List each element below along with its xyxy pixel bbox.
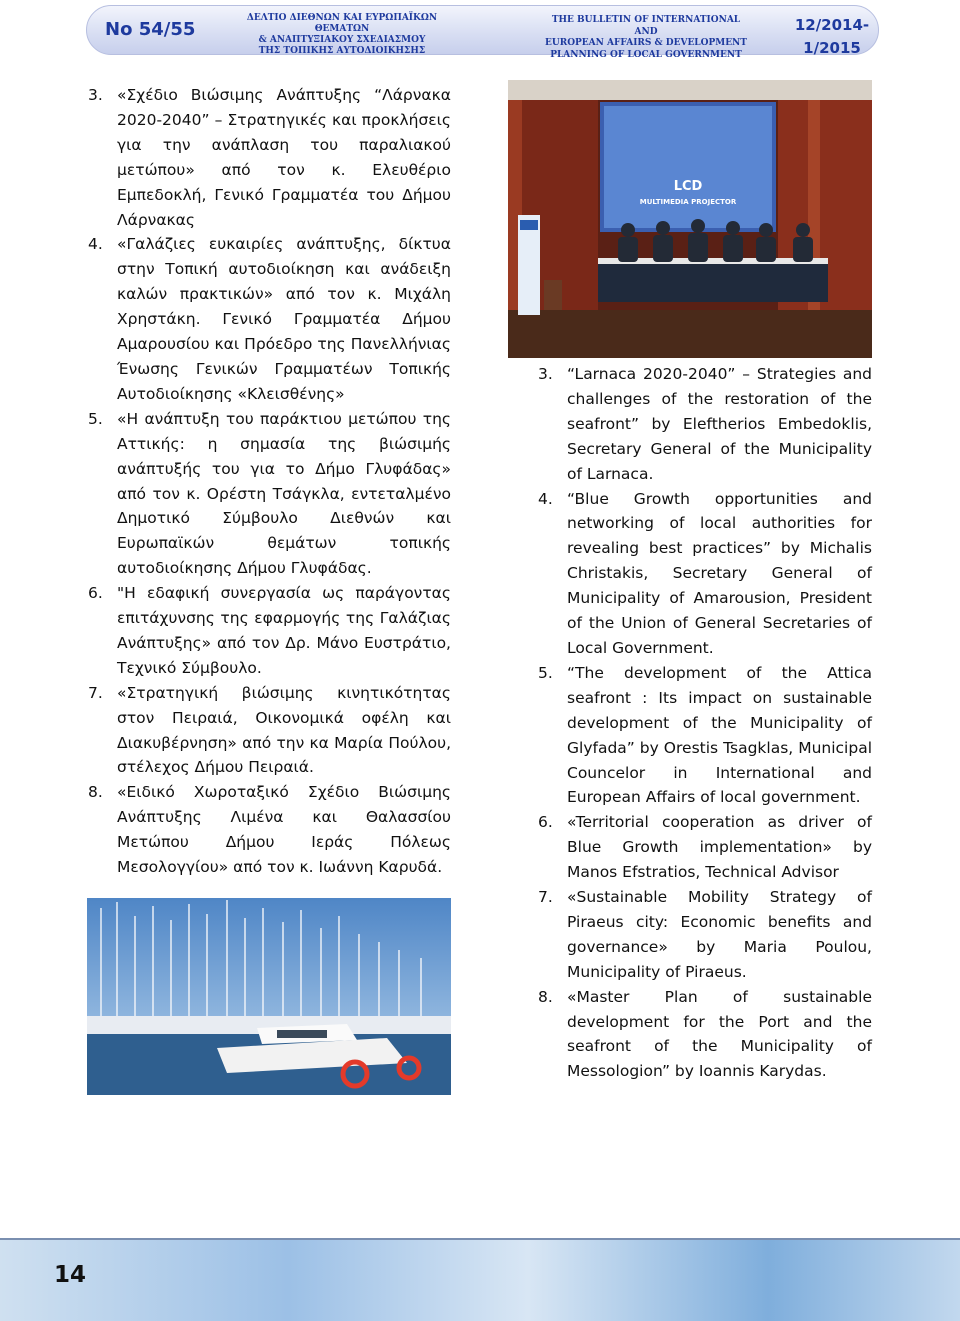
list-item [538,362,872,487]
list-item-number: 4. [88,235,103,254]
list-item-number: 7. [88,683,103,702]
english-presentations-list [538,362,872,1084]
list-item [88,681,451,781]
list-item-text: «Territorial cooperation as driver of Blue Growth implementation» by Manos Efstratios, Technical Advisor [567,813,872,882]
list-item [88,83,451,232]
greek-bulletin-title [227,13,457,57]
list-item [538,885,872,985]
list-item-number: 7. [538,888,553,907]
issue-date [785,14,879,60]
list-item-number: 3. [538,365,553,383]
marina-photo-illustration [87,898,451,1095]
list-item-number: 8. [88,783,103,802]
conference-photo [508,80,872,358]
english-title-line: THE BULLETIN OF INTERNATIONAL AND [551,15,741,37]
list-item [538,487,872,661]
list-item [88,780,451,880]
page-number: 14 [54,1262,87,1288]
list-item-text: «Στρατηγική βιώσιμης κινητικότητας στον Πειραιά, Οικονομικά οφέλη και Διακυβέρνηση» από την κα Μαρία Πούλου, στέλεχος Δήμου Πειραιά. [117,683,451,777]
list-item-number: 5. [538,663,553,682]
list-item-number: 5. [88,409,103,428]
list-item-text: «Master Plan of sustainable development for the Port and the seafront of the Municipality of Messologion” by Ioannis Karydas. [567,987,872,1081]
issue-date-line: 1/2015 [803,39,861,57]
greek-title-line: & ΑΝΑΠΤΥΞΙΑΚΟΥ ΣΧΕΔΙΑΣΜΟΥ [258,35,426,45]
header-banner [86,5,879,60]
list-item-text: «Η ανάπτυξη του παράκτιου μετώπου της Αττικής: η σημασία της βιώσιμής ανάπτυξής του για το Δήμο Γλυφάδας» από τον κ. Ορέστη Τσάγκλα, εντεταλμένο Δημοτικό Σύμβουλο Διεθνών και Ευρωπαϊκών θεμάτων τοπικής αυτοδιοίκησης Δήμου Γλυφάδας. [117,409,451,578]
list-item-number: 6. [538,813,553,832]
greek-title-line: ΤΗΣ ΤΟΠΙΚΗΣ ΑΥΤΟΔΙΟΙΚΗΣΗΣ [258,46,426,56]
english-title-line: PLANNING OF LOCAL GOVERNMENT [550,49,742,60]
projector-screen-subtext: MULTIMEDIA PROJECTOR [639,198,737,206]
list-item [538,810,872,885]
issue-number: No 54/55 [105,19,196,40]
list-item-text: "Η εδαφική συνεργασία ως παράγοντας επιτάχυνσης της εφαρμογής της Γαλάζιας Ανάπτυξης» από τον Δρ. Μάνο Ευστράτιο, Τεχνικό Σύμβουλο. [117,584,451,677]
list-item-number: 4. [538,489,553,508]
footer-banner [0,1238,960,1321]
list-item [538,985,872,1085]
list-item-text: “The development of the Attica seafront : Its impact on sustainable development of the Municipality of Glyfada” by Orestis Tsagklas, Municipal Councelor in International and European Affairs of local government. [567,663,872,807]
issue-date-line: 12/2014- [794,16,870,34]
conference-photo-illustration [508,80,872,358]
list-item [88,407,451,581]
greek-presentations-list [88,83,451,880]
english-bulletin-title [542,15,750,61]
list-item-text: «Γαλάζιες ευκαιρίες ανάπτυξης, δίκτυα στην Τοπική αυτοδιοίκηση και ανάδειξη καλών πρακτικών» από τον κ. Μιχάλη Χρηστάκη. Γενικό Γραμματέα Δήμου Αμαρουσίου και Πρόεδρο της Πανελλήνιας Ένωσης Γενικών Γραμματέων Τοπικής Αυτοδιοίκησης «Κλεισθένης» [117,235,451,403]
greek-title-line: ΔΕΛΤΙΟ ΔΙΕΘΝΩΝ ΚΑΙ ΕΥΡΩΠΑΪΚΩΝ ΘΕΜΑΤΩΝ [246,13,438,34]
list-item-number: 8. [538,987,553,1006]
list-item-text: «Sustainable Mobility Strategy of Piraeus city: Economic benefits and governance» by Maria Poulou, Municipality of Piraeus. [567,888,872,981]
list-item-number: 3. [88,86,103,104]
list-item-text: «Ειδικό Χωροταξικό Σχέδιο Βιώσιμης Ανάπτυξης Λιμένα και Θαλασσίου Μετώπου Δήμου Ιεράς Πόλεως Μεσολογγίου» από τον κ. Ιωάννη Καρυδά. [117,783,451,877]
list-item [88,581,451,681]
projector-screen-text: LCD [673,179,703,194]
list-item [538,661,872,810]
list-item-text: “Blue Growth opportunities and networking of local authorities for revealing best practices” by Michalis Christakis, Secretary General of Municipality of Amarousion, President of the Union of General Secretaries of Local Government. [567,489,872,657]
list-item-text: «Σχέδιο Βιώσιμης Ανάπτυξης “Λάρνακα 2020-2040” – Στρατηγικές και προκλήσεις για την ανάπλαση του παραλιακού μετώπου» από τον κ. Ελευθέριο Εμπεδοκλή, Γενικό Γραμματέα του Δήμου Λάρνακας [117,86,451,229]
english-title-line: EUROPEAN AFFAIRS & DEVELOPMENT [545,38,747,48]
marina-photo [87,898,451,1095]
list-item-number: 6. [88,584,103,603]
list-item [88,232,451,406]
list-item-text: “Larnaca 2020-2040” – Strategies and challenges of the restoration of the seafront” by Eleftherios Embedoklis, Secretary General of the Municipality of Larnaca. [567,365,872,483]
